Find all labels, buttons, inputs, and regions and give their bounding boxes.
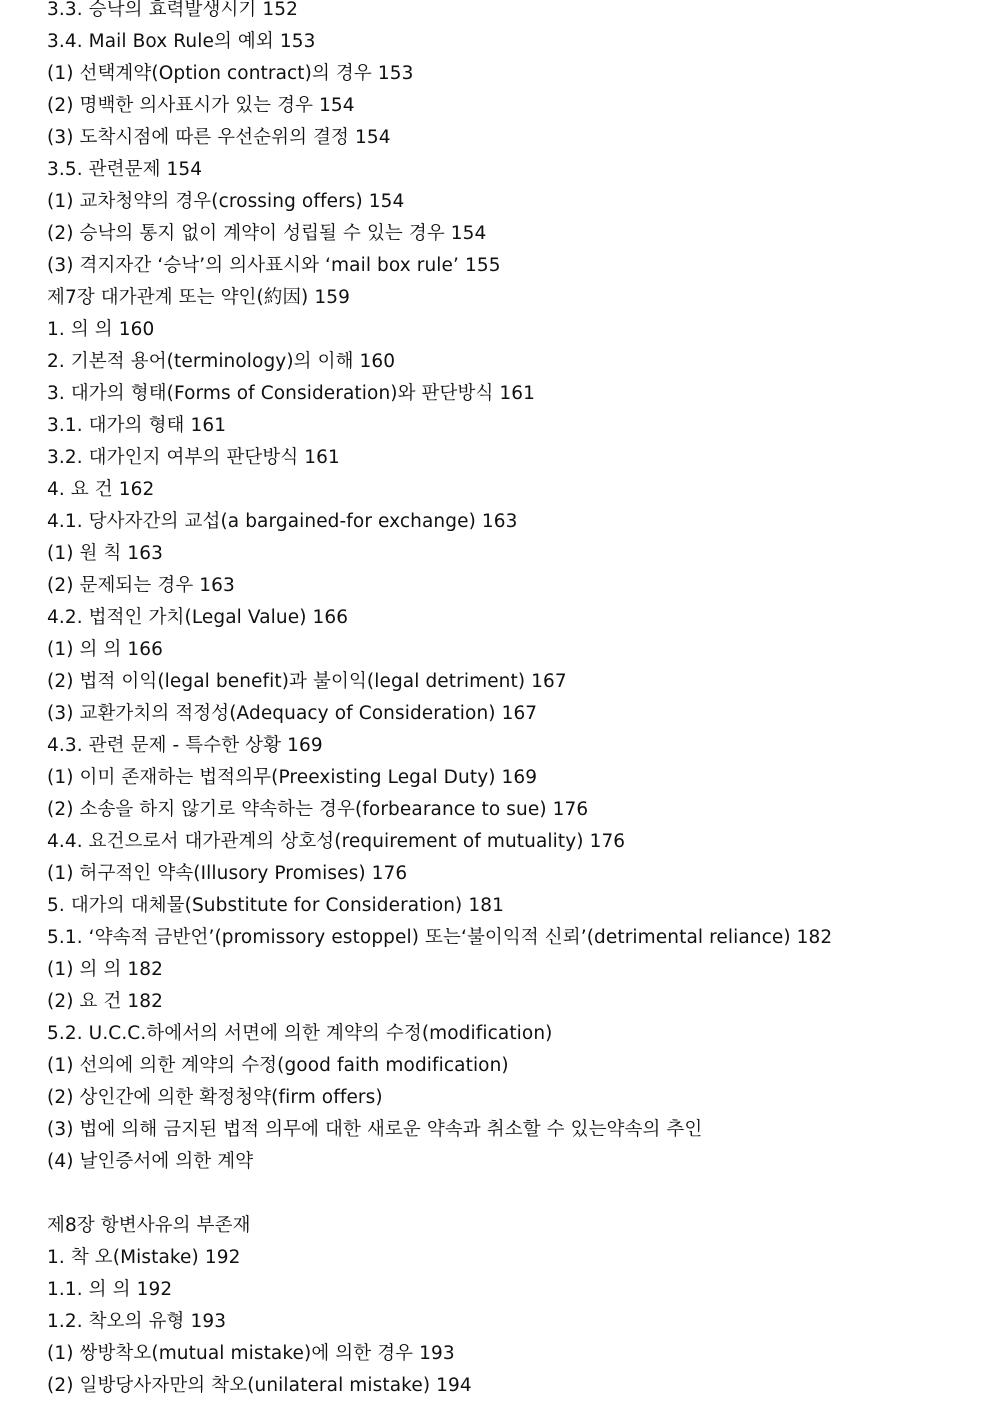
toc-entry: (2) 승낙의 통지 없이 계약이 성립될 수 있는 경우 154 [47,223,487,244]
toc-entry: (4) 날인증서에 의한 계약 [47,1151,254,1172]
toc-entry: (3) 격지자간 ‘승낙’의 의사표시와 ‘mail box rule’ 155 [47,255,501,276]
toc-entry: 4.1. 당사자간의 교섭(a bargained-for exchange) 163 [47,511,518,532]
toc-entry: (1) 쌍방착오(mutual mistake)에 의한 경우 193 [47,1343,455,1364]
toc-entry: 1. 착 오(Mistake) 192 [47,1247,241,1268]
blank-line [47,1178,967,1210]
toc-entry: (3) 법에 의해 금지된 법적 의무에 대한 새로운 약속과 취소할 수 있는약속의 추인 [47,1119,703,1140]
toc-entry: (2) 소송을 하지 않기로 약속하는 경우(forbearance to sue) 176 [47,799,589,820]
toc-entry: 3. 대가의 형태(Forms of Consideration)와 판단방식 161 [47,383,536,404]
toc-entry: (2) 요 건 182 [47,991,164,1012]
toc-entry: 3.5. 관련문제 154 [47,159,203,180]
toc-entry: (2) 문제되는 경우 163 [47,575,235,596]
toc-entry: (1) 의 의 182 [47,959,164,980]
toc-entry: (1) 의 의 166 [47,639,164,660]
toc-entry: 3.4. Mail Box Rule의 예외 153 [47,31,316,52]
toc-entry: 3.3. 승낙의 효력발생시기 152 [47,0,298,20]
toc-entry: (1) 선의에 의한 계약의 수정(good faith modification) [47,1055,509,1076]
toc-page [47,0,967,1402]
toc-entry: 1. 의 의 160 [47,319,155,340]
toc-entry: (2) 일방당사자만의 착오(unilateral mistake) 194 [47,1375,472,1396]
chapter-heading: 제7장 대가관계 또는 약인(約因) 159 [47,287,350,308]
toc-entry: 5.2. U.C.C.하에서의 서면에 의한 계약의 수정(modification) [47,1023,553,1044]
toc-entry: (1) 원 칙 163 [47,543,164,564]
toc-entry: 4.3. 관련 문제 - 특수한 상황 169 [47,735,323,756]
toc-entry: 4. 요 건 162 [47,479,155,500]
toc-entry: (1) 허구적인 약속(Illusory Promises) 176 [47,863,408,884]
toc-entry: (1) 이미 존재하는 법적의무(Preexisting Legal Duty) 169 [47,767,538,788]
toc-entry: 3.2. 대가인지 여부의 판단방식 161 [47,447,340,468]
toc-entry: (2) 상인간에 의한 확정청약(firm offers) [47,1087,383,1108]
toc-entry: 5.1. ‘약속적 금반언’(promissory estoppel) 또는‘불이익적 신뢰’(detrimental reliance) 182 [47,927,833,948]
toc-entry: 4.4. 요건으로서 대가관계의 상호성(requirement of mutuality) 176 [47,831,626,852]
toc-entry: 5. 대가의 대체물(Substitute for Consideration) 181 [47,895,504,916]
chapter-heading: 제8장 항변사유의 부존재 [47,1215,251,1236]
toc-entry: (2) 명백한 의사표시가 있는 경우 154 [47,95,355,116]
toc-entry: (3) 도착시점에 따른 우선순위의 결정 154 [47,127,391,148]
toc-entry: 1.2. 착오의 유형 193 [47,1311,227,1332]
toc-entry: 1.1. 의 의 192 [47,1279,173,1300]
toc-entry: (1) 교차청약의 경우(crossing offers) 154 [47,191,405,212]
toc-entry: 2. 기본적 용어(terminology)의 이해 160 [47,351,396,372]
toc-entry: 4.2. 법적인 가치(Legal Value) 166 [47,607,349,628]
toc-entry: (1) 선택계약(Option contract)의 경우 153 [47,63,414,84]
toc-entry: (3) 교환가치의 적정성(Adequacy of Consideration) 167 [47,703,538,724]
toc-entry: 3.1. 대가의 형태 161 [47,415,227,436]
toc-entry: (2) 법적 이익(legal benefit)과 불이익(legal detriment) 167 [47,671,567,692]
